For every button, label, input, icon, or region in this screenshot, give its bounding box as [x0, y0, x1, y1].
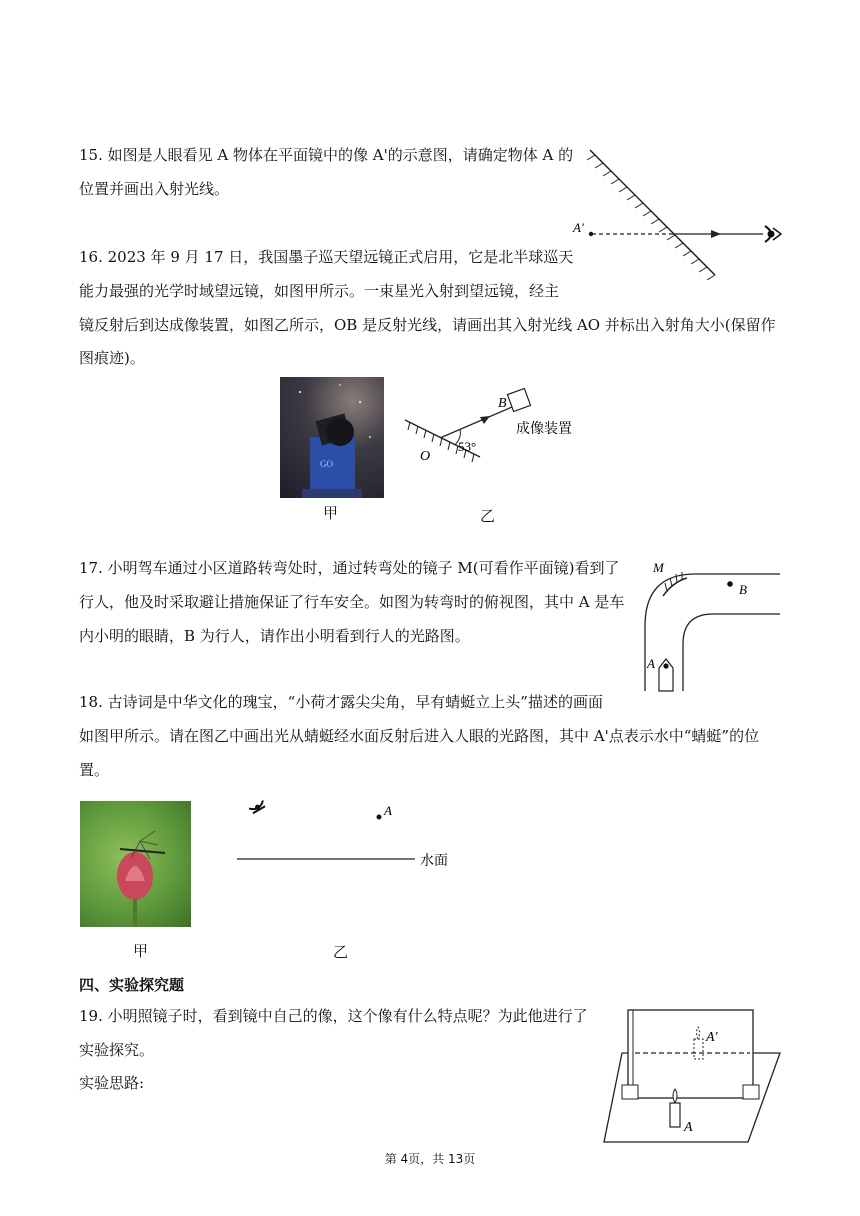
q17-label-b: B	[739, 582, 747, 597]
section-heading: 四、实验探究题	[79, 976, 185, 994]
page-footer: 第 4页，共 13页	[384, 1152, 476, 1166]
q17-line-3: 内小明的眼睛，B 为行人，请作出小明看到行人的光路图。	[79, 627, 470, 645]
q16-caption-a: 甲	[323, 504, 339, 522]
q16-reflection-figure	[400, 385, 600, 470]
q16-line-3: 镜反射后到达成像装置，如图乙所示，OB 是反射光线，请画出其入射光线 AO 并标出入射角大小(保留作	[79, 316, 776, 334]
lotus-photo	[80, 801, 191, 927]
svg-text:GO: GO	[320, 459, 333, 469]
q18-label-a: A	[384, 803, 392, 818]
q17-line-1: 17. 小明驾车通过小区道路转弯处时，通过转弯处的镜子 M(可看作平面镜)看到了	[79, 559, 620, 577]
q16-angle-label: 53°	[458, 439, 477, 454]
q17-label-m: M	[653, 560, 664, 575]
q19-line-1: 19. 小明照镜子时，看到镜中自己的像，这个像有什么特点呢？为此他进行了	[79, 1007, 588, 1025]
q16-device-label: 成像装置	[516, 422, 572, 437]
q16-line-4: 图痕迹)。	[79, 349, 145, 367]
q15-label-a-prime: A'	[573, 220, 584, 235]
q16-caption-b: 乙	[480, 507, 496, 525]
q19-label-a: A	[684, 1120, 693, 1135]
q19-line-3: 实验思路:	[79, 1074, 145, 1092]
q15-mirror-figure	[565, 140, 790, 280]
q15-line-2: 位置并画出入射光线。	[79, 180, 230, 198]
telescope-photo	[280, 377, 384, 498]
q19-label-a-prime: A'	[706, 1030, 718, 1045]
q18-water-figure	[230, 790, 480, 875]
q18-line-3: 置。	[79, 761, 110, 779]
q18-water-label: 水面	[420, 854, 448, 869]
q17-label-a: A	[647, 656, 655, 671]
q16-line-2: 能力最强的光学时域望远镜，如图甲所示。一束星光入射到望远镜，经主	[79, 282, 560, 300]
q16-line-1: 16. 2023 年 9 月 17 日，我国墨子巡天望远镜正式启用，它是北半球巡天	[79, 248, 574, 266]
q16-label-b: B	[498, 396, 507, 411]
q18-line-2: 如图甲所示。请在图乙中画出光从蜻蜓经水面反射后进入人眼的光路图，其中 A'点表示水中“蜻蜓”的位	[79, 727, 760, 745]
q18-line-1: 18. 古诗词是中华文化的瑰宝，“小荷才露尖尖角，早有蜻蜓立上头”描述的画面	[79, 693, 603, 711]
q19-line-2: 实验探究。	[79, 1041, 155, 1059]
q15-line-1: 15. 如图是人眼看见 A 物体在平面镜中的像 A'的示意图，请确定物体 A 的	[79, 146, 574, 164]
q18-caption-b: 乙	[333, 943, 349, 961]
q18-caption-a: 甲	[133, 942, 149, 960]
q16-label-o: O	[420, 449, 431, 464]
q17-road-figure	[635, 556, 785, 696]
q19-experiment-figure	[600, 1005, 785, 1145]
q17-line-2: 行人，他及时采取避让措施保证了行车安全。如图为转弯时的俯视图，其中 A 是车	[79, 593, 625, 611]
